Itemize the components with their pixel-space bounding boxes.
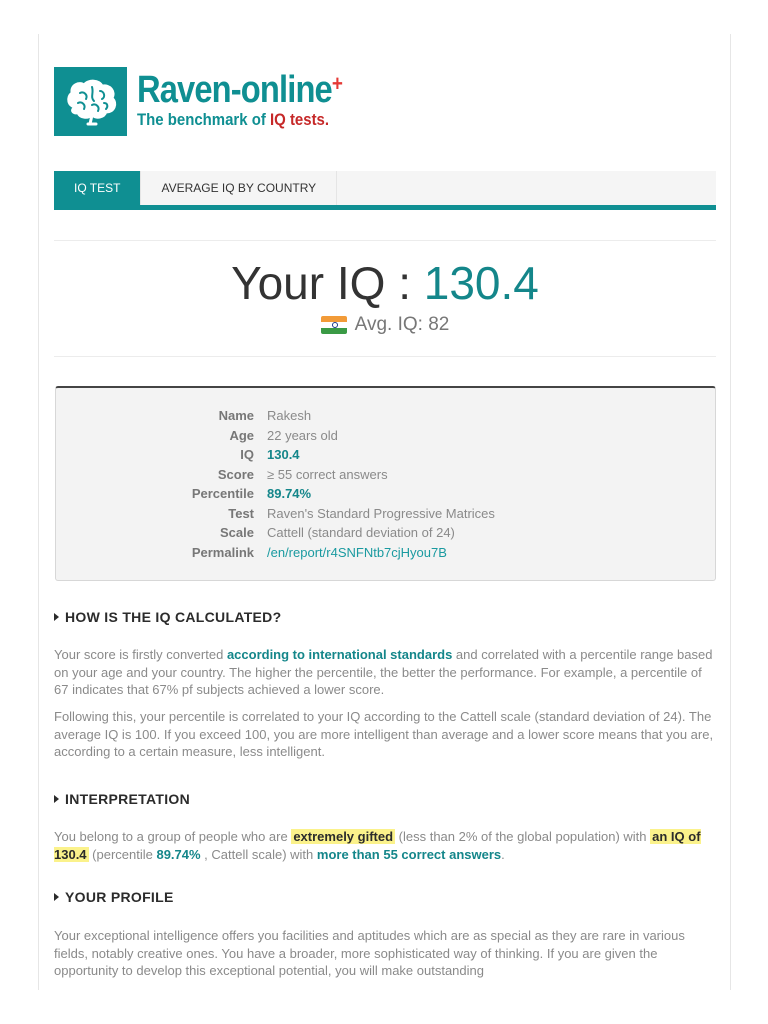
brand-plus: + (331, 71, 343, 96)
divider (54, 356, 716, 357)
iq-value: 130.4 (423, 257, 539, 309)
detail-row-iq: IQ 130.4 (240, 447, 300, 462)
caret-right-icon (54, 613, 59, 621)
section-heading-interpretation: INTERPRETATION (54, 791, 190, 807)
detail-row-percentile: Percentile 89.74% (191, 486, 312, 501)
logo[interactable] (54, 67, 127, 136)
detail-row-score: Score ≥ 55 correct answers (217, 466, 388, 482)
section-heading-profile: YOUR PROFILE (54, 889, 174, 905)
calculation-paragraph-1: Your score is firstly converted according to international standards and correlated with a percentile range based on your age and your country. The higher the percentile, the better the performance. For example, a percentile of 67 indicates that 67% pf subjects achieved a lower score. (54, 647, 713, 697)
page-container (38, 34, 731, 990)
permalink-link[interactable]: /en/report/r4SNFNtb7cjHyou7B (267, 544, 447, 560)
detail-row-age: Age 22 years old (229, 427, 338, 443)
brand-tagline: The benchmark of IQ tests. (137, 110, 330, 129)
detail-row-test: Test Raven's Standard Progressive Matrices (228, 505, 495, 521)
brand[interactable] (137, 68, 375, 130)
average-iq (54, 314, 716, 336)
brain-icon (62, 77, 120, 127)
brand-name: Raven-online+ (137, 69, 343, 111)
divider (54, 240, 716, 241)
detail-row-permalink: Permalink /en/report/r4SNFNtb7cjHyou7B (191, 544, 447, 560)
iq-result-title: Your IQ : 130.4 (231, 257, 539, 309)
section-heading-calculation: HOW IS THE IQ CALCULATED? (54, 609, 281, 625)
profile-paragraph: Your exceptional intelligence offers you facilities and aptitudes which are as special as they are rare in various fields, notably creative ones. You have a broader, more sophisticated way of thinking. If you are given the opportunity to develop this exceptional potential, you will make outstanding (54, 928, 685, 978)
result-details-panel (55, 386, 716, 581)
detail-row-scale: Scale Cattell (standard deviation of 24) (220, 525, 455, 540)
tab-average-iq-by-country[interactable]: AVERAGE IQ BY COUNTRY (141, 171, 337, 205)
nav-underline (54, 205, 716, 210)
main-nav (54, 171, 716, 205)
caret-right-icon (54, 795, 59, 803)
average-iq-label: Avg. IQ: 82 (354, 314, 450, 335)
india-flag-icon (321, 316, 347, 334)
interpretation-paragraph: You belong to a group of people who are extremely gifted (less than 2% of the global population) with an IQ of 130.4 (percentile 89.74% , Cattell scale) with more than 55 correct answers. (54, 829, 701, 862)
tab-iq-test[interactable]: IQ TEST (54, 171, 141, 205)
caret-right-icon (54, 893, 59, 901)
detail-row-name: Name Rakesh (218, 408, 312, 423)
calculation-paragraph-2: Following this, your percentile is correlated to your IQ according to the Cattell scale (standard deviation of 24). The average IQ is 100. If you exceed 100, you are more intelligent than average and a lower score means that you are, according to a certain measure, less intelligent. (54, 709, 714, 759)
